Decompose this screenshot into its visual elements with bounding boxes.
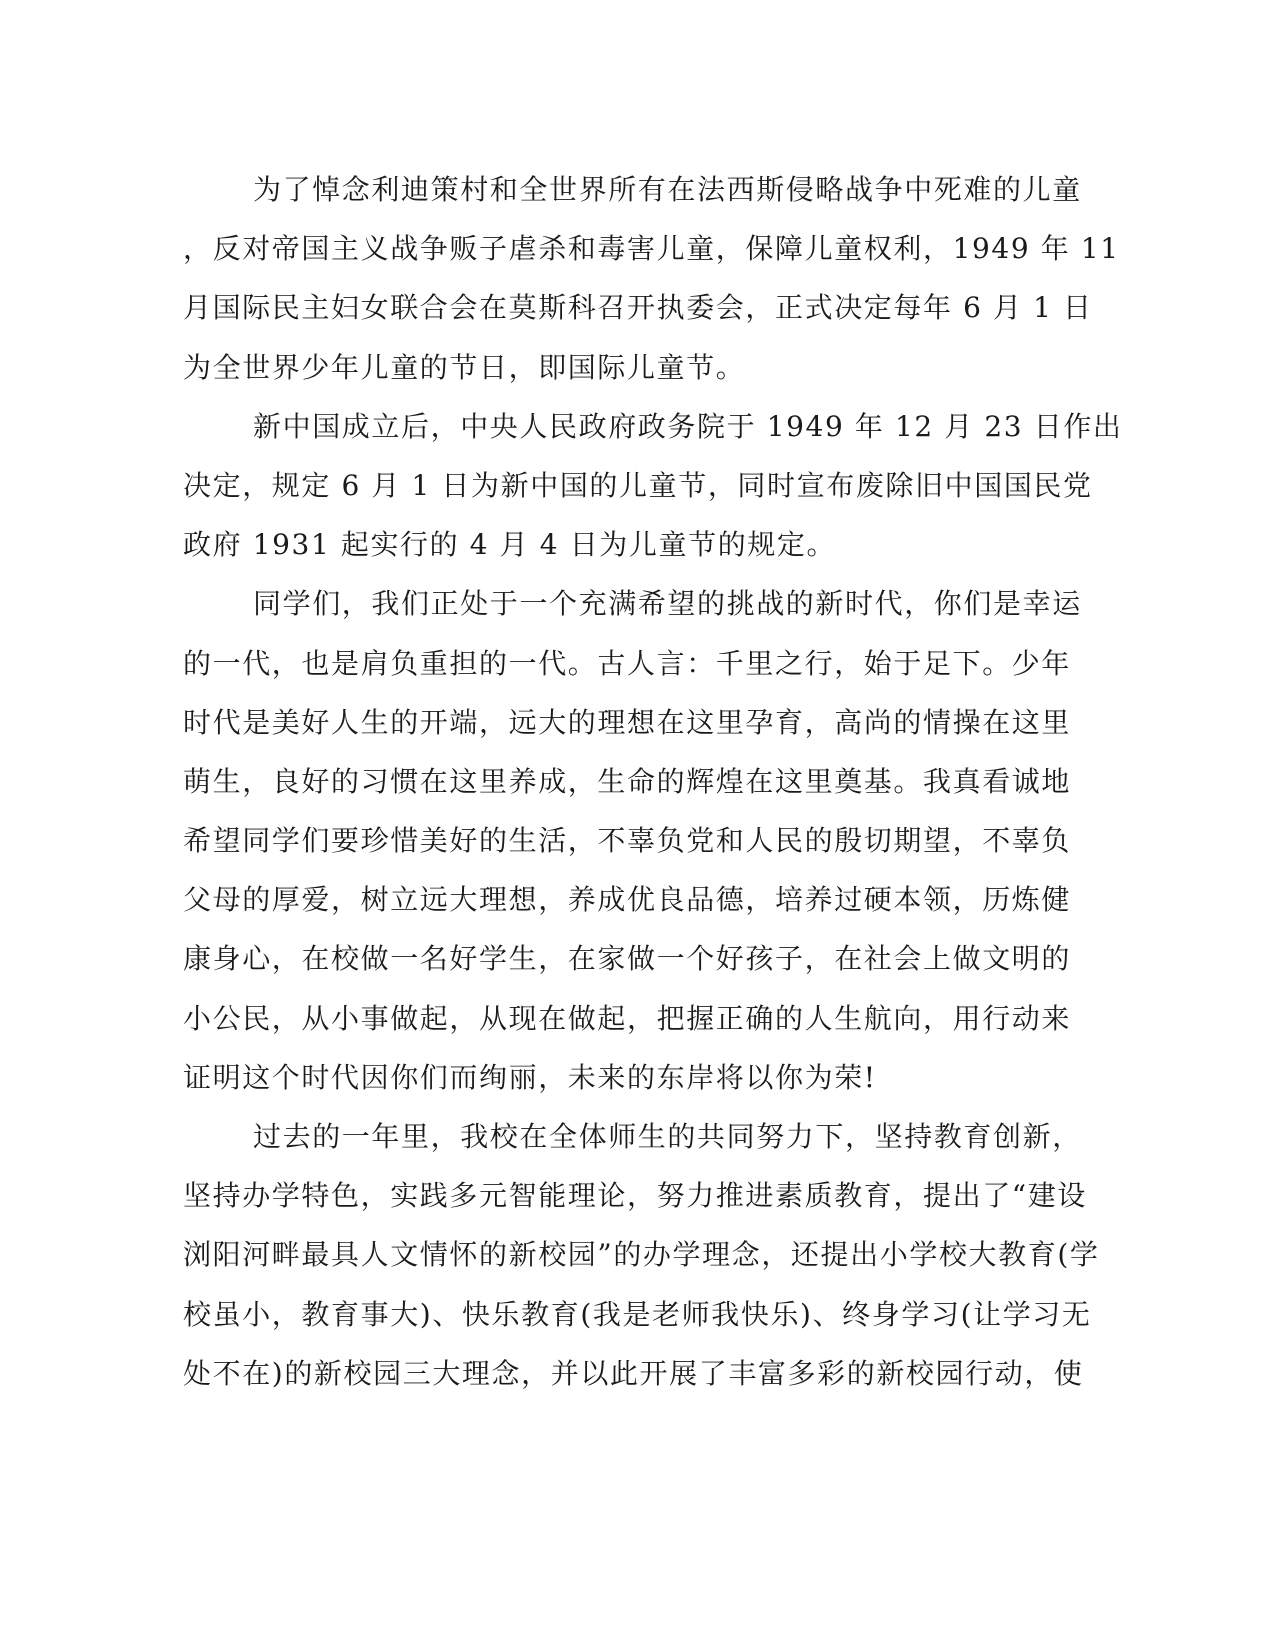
text-line: 为全世界少年儿童的节日，即国际儿童节。 [183, 350, 746, 384]
text-line: 浏阳河畔最具人文情怀的新校园”的办学理念，还提出小学校大教育(学 [183, 1238, 1100, 1272]
text-line: 希望同学们要珍惜美好的生活，不辜负党和人民的殷切期望，不辜负 [183, 824, 1072, 858]
text-line: 校虽小，教育事大)、快乐教育(我是老师我快乐)、终身学习(让学习无 [183, 1297, 1092, 1331]
text-line: 新中国成立后，中央人民政府政务院于 1949 年 12 月 23 日作出 [253, 409, 1123, 443]
paragraph-4 [183, 1107, 1100, 1403]
text-line: 小公民，从小事做起，从现在做起，把握正确的人生航向，用行动来 [183, 1001, 1072, 1035]
text-line: 决定，规定 6 月 1 日为新中国的儿童节，同时宣布废除旧中国国民党 [183, 468, 1093, 502]
paragraph-1 [183, 160, 1120, 397]
text-line: 父母的厚爱，树立远大理想，养成优良品德，培养过硬本领，历炼健 [183, 883, 1072, 917]
text-line: 同学们，我们正处于一个充满希望的挑战的新时代，你们是幸运 [253, 587, 1082, 621]
text-line: 处不在)的新校园三大理念，并以此开展了丰富多彩的新校园行动，使 [183, 1356, 1084, 1390]
paragraph-2 [183, 397, 1123, 575]
text-line: 政府 1931 起实行的 4 月 4 日为儿童节的规定。 [183, 528, 837, 562]
text-line: 过去的一年里，我校在全体师生的共同努力下，坚持教育创新， [253, 1120, 1082, 1153]
text-line: 的一代，也是肩负重担的一代。古人言：千里之行，始于足下。少年 [183, 646, 1072, 680]
text-line: 坚持办学特色，实践多元智能理论，努力推进素质教育，提出了“建设 [183, 1179, 1087, 1213]
text-line: 萌生，良好的习惯在这里养成，生命的辉煌在这里奠基。我真看诚地 [183, 764, 1072, 798]
text-line: ，反对帝国主义战争贩子虐杀和毒害儿童，保障儿童权利，1949 年 11 [183, 232, 1120, 266]
text-line: 时代是美好人生的开端，远大的理想在这里孕育，高尚的情操在这里 [183, 705, 1072, 739]
text-line: 月国际民主妇女联合会在莫斯科召开执委会，正式决定每年 6 月 1 日 [183, 291, 1093, 325]
text-line: 证明这个时代因你们而绚丽，未来的东岸将以你为荣! [183, 1060, 877, 1094]
document-body [183, 160, 1123, 1403]
text-line: 康身心，在校做一名好学生，在家做一个好孩子，在社会上做文明的 [183, 942, 1072, 976]
text-line: 为了悼念利迪策村和全世界所有在法西斯侵略战争中死难的儿童 [253, 173, 1082, 206]
paragraph-3 [183, 574, 1082, 1107]
